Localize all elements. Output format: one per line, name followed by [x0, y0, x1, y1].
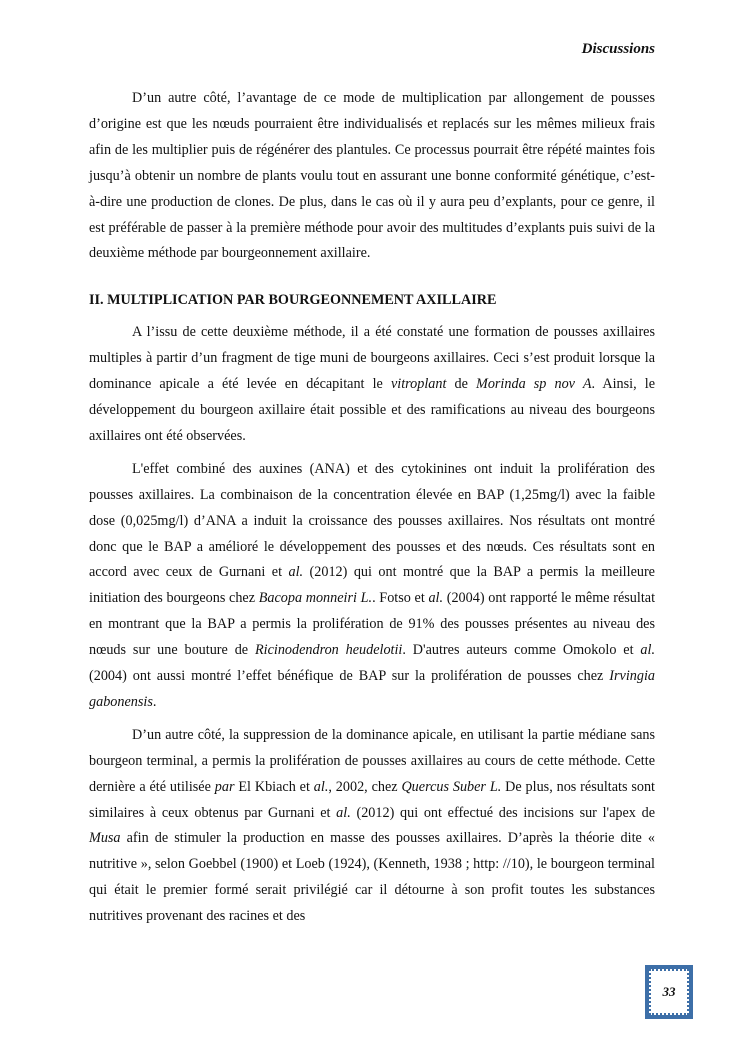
page-number: 33 [649, 969, 689, 1015]
document-body [89, 86, 655, 937]
paragraph-4: D’un autre côté, la suppression de la dominance apicale, en utilisant la partie médiane sans bourgeon terminal, a permis la prolifération de pousses axillaires au cours de cette méthode. Cette dernière a été utilisée par El Kbiach et al., 2002, chez Quercus Suber L. De plus, nos résultats sont similaires à ceux obtenus par Gurnani et al. (2012) qui ont effectué des incisions sur l'apex de Musa afin de stimuler la production en masse des pousses axillaires. D’après la théorie dite « nutritive », selon Goebbel (1900) et Loeb (1924), (Kenneth, 1938 ; http: //10), le bourgeon terminal qui était le premier formé serait privilégié car il détourne à son profit toutes les substances nutritives provenant des racines et des [89, 726, 655, 925]
page-number-box [645, 965, 693, 1019]
paragraph-1: D’un autre côté, l’avantage de ce mode de multiplication par allongement de pousses d’origine est que les nœuds pourraient être individualisés et replacés sur les mêmes milieux frais afin de les multiplier puis de régénérer des plantules. Ce processus pourrait être répété maintes fois jusqu’à obtenir un nombre de plants voulu tout en assurant une bonne conformité génétique, c’est-à-dire une production de clones. De plus, dans le cas où il y aura peu d’explants, pour ce genre, il est préférable de passer à la première méthode pour avoir des multitudes d’explants puis suivi de la deuxième méthode par bourgeonnement axillaire. [89, 90, 655, 262]
paragraph-2: A l’issu de cette deuxième méthode, il a été constaté une formation de pousses axillaires multiples à partir d’un fragment de tige muni de bourgeons axillaires. Ceci s’est produit lorsque la dominance apicale a été levée en décapitant le vitroplant de Morinda sp nov A. Ainsi, le développement du bourgeon axillaire était possible et des ramifications au niveau des bourgeons axillaires ont été observées. [89, 324, 655, 444]
paragraph-3: L'effet combiné des auxines (ANA) et des cytokinines ont induit la prolifération des pousses axillaires. La combinaison de la concentration élevée en BAP (1,25mg/l) avec la faible dose (0,025mg/l) d’ANA a induit la croissance des pousses axillaires. Nos résultats ont montré donc que le BAP a amélioré le développement des pousses et des nœuds. Ces résultats sont en accord avec ceux de Gurnani et al. (2012) qui ont montré que la BAP a permis la meilleure initiation des bourgeons chez Bacopa monneiri L.. Fotso et al. (2004) ont rapporté le même résultat en montrant que la BAP a permis la prolifération de 91% des pousses présentes au niveau des nœuds sur une bouture de Ricinodendron heudelotii. D'autres auteurs comme Omokolo et al. (2004) ont aussi montré l’effet bénéfique de BAP sur la prolifération de pousses chez Irvingia gabonensis. [89, 460, 656, 710]
section-heading: II. MULTIPLICATION PAR BOURGEONNEMENT AXILLAIRE [89, 292, 497, 309]
page-header-title: Discussions [581, 41, 655, 57]
